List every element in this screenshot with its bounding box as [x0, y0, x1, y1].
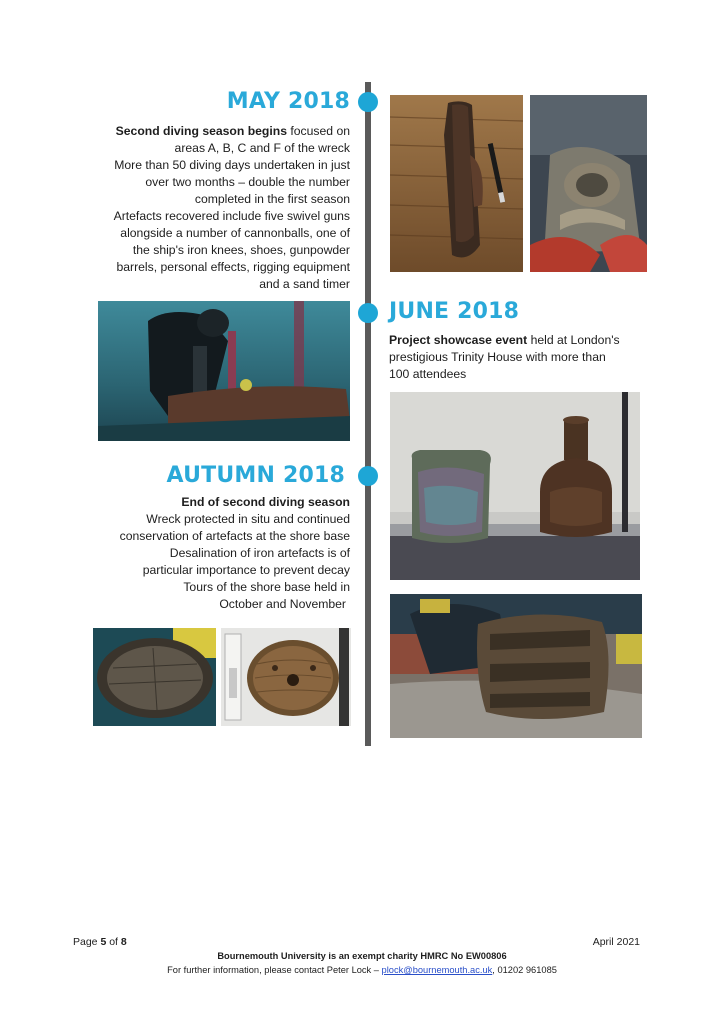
may-2018-lead-rest: focused on: [286, 124, 350, 138]
timeline-dot-autumn: [358, 466, 378, 486]
footer-date: April 2021: [592, 936, 640, 948]
may-2018-line: completed in the first season: [194, 192, 350, 206]
timeline-dot-may: [358, 92, 378, 112]
may-2018-line: areas A, B, C and F of the wreck: [174, 141, 350, 155]
autumn-2018-lead: [50, 494, 350, 511]
may-2018-heading: MAY 2018: [226, 89, 350, 114]
rigging-block-photo: [390, 594, 642, 738]
june-2018-lead-rest: held at London's: [527, 333, 620, 347]
autumn-2018-lead-bold: End of second diving season: [181, 495, 350, 509]
june-2018-lead-bold: Project showcase event: [389, 333, 528, 347]
footer-contact: [0, 965, 724, 975]
autumn-2018-line: conservation of artefacts at the shore base: [119, 529, 350, 543]
contact-email-link[interactable]: plock@bournemouth.ac.uk: [381, 965, 493, 975]
autumn-2018-line: particular importance to prevent decay: [142, 563, 350, 577]
june-2018-line: 100 attendees: [389, 367, 467, 381]
may-2018-text: [50, 123, 350, 293]
may-2018-line: barrels, personal effects, rigging equipment: [116, 260, 350, 274]
autumn-2018-line: October and November: [219, 597, 346, 611]
june-2018-heading: JUNE 2018: [389, 299, 520, 324]
may-2018-lead: [50, 123, 350, 140]
deadeye-photo: [221, 628, 351, 726]
may-2018-line: the ship's iron knees, shoes, gunpowder: [132, 243, 350, 257]
diver-underwater-photo: [98, 301, 350, 441]
page-total: 8: [120, 936, 127, 948]
page-number: [73, 936, 127, 948]
page-current: 5: [100, 936, 107, 948]
may-2018-lead-bold: Second diving season begins: [115, 124, 287, 138]
autumn-2018-heading: AUTUMN 2018: [166, 463, 345, 488]
leather-fragment-photo: [93, 628, 216, 726]
timeline-dot-june: [358, 303, 378, 323]
glass-bottles-photo: [390, 392, 640, 580]
may-2018-line: alongside a number of cannonballs, one of: [120, 226, 350, 240]
may-2018-line: and a sand timer: [259, 277, 350, 291]
autumn-2018-line: Tours of the shore base held in: [183, 580, 350, 594]
may-2018-line: over two months – double the number: [145, 175, 350, 189]
may-2018-line: More than 50 diving days undertaken in just: [114, 158, 350, 172]
june-2018-lead: [389, 332, 649, 349]
footer-charity: Bournemouth University is an exempt charity HMRC No EW00806: [217, 951, 507, 961]
june-2018-line: prestigious Trinity House with more than: [389, 350, 606, 364]
footer-contact-prefix: For further information, please contact Peter Lock –: [167, 965, 382, 975]
timeline-line: [365, 82, 371, 746]
footer-contact-suffix: , 01202 961085: [492, 965, 557, 975]
autumn-2018-text: [50, 494, 350, 613]
autumn-2018-line: Wreck protected in situ and continued: [146, 512, 350, 526]
sand-timer-photo: [530, 95, 647, 272]
june-2018-text: [389, 332, 649, 383]
page-of: of: [106, 936, 121, 948]
may-2018-line: Artefacts recovered include five swivel guns: [113, 209, 350, 223]
page-prefix: Page: [73, 936, 101, 948]
autumn-2018-line: Desalination of iron artefacts is of: [169, 546, 350, 560]
swivel-gun-photo: [390, 95, 523, 272]
